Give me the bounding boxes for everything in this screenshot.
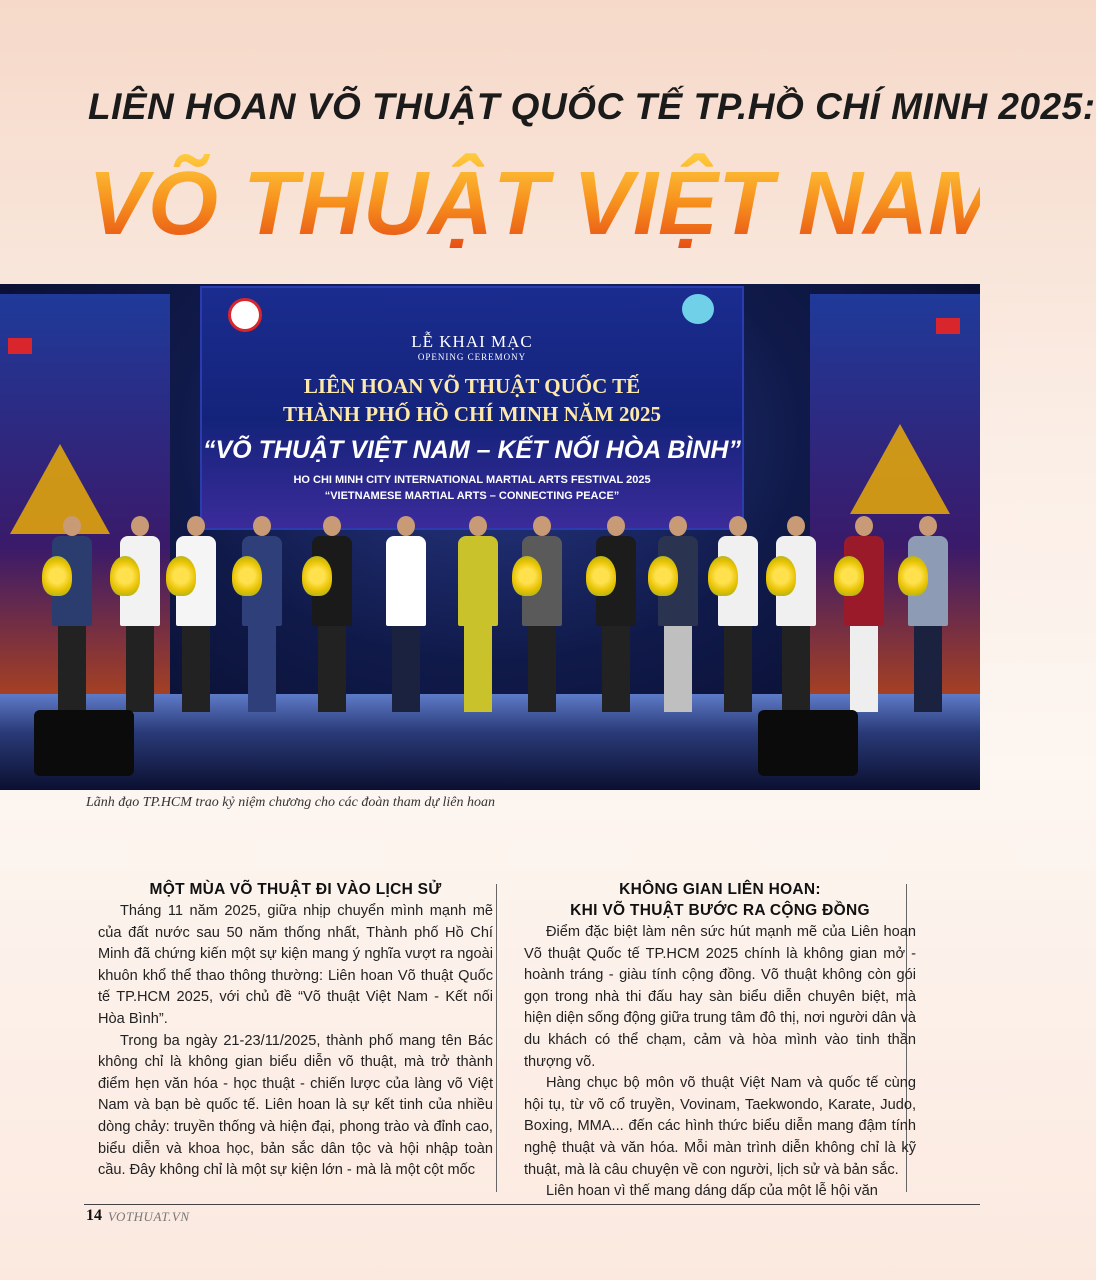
screen-english-slogan: “VIETNAMESE MARTIAL ARTS – CONNECTING PEACE” bbox=[324, 490, 620, 502]
photo-caption: Lãnh đạo TP.HCM trao kỷ niệm chương cho các đoàn tham dự liên hoan bbox=[86, 795, 496, 810]
screen-opening-text: OPENING CEREMONY bbox=[417, 352, 527, 362]
festival-logo-icon bbox=[682, 294, 714, 324]
star-graphic bbox=[850, 424, 950, 514]
delegate-figure bbox=[656, 516, 700, 724]
flag-icon bbox=[8, 338, 32, 354]
article-kicker: LIÊN HOAN VÕ THUẬT QUỐC TẾ TP.HỒ CHÍ MINH 2025: bbox=[88, 86, 1096, 127]
ceremony-photo bbox=[0, 284, 980, 790]
site-name: VOTHUAT.VN bbox=[108, 1209, 190, 1224]
delegate-figure bbox=[842, 516, 886, 724]
delegate-figure bbox=[520, 516, 564, 724]
screen-slogan: “VÕ THUẬT VIỆT NAM – KẾT NỐI HÒA BÌNH” bbox=[203, 436, 741, 464]
stage-speaker bbox=[758, 710, 858, 776]
footer-rule bbox=[84, 1204, 980, 1205]
paragraph: Trong ba ngày 21-23/11/2025, thành phố mang tên Bác không chỉ là không gian biểu diễn võ thuật, mà trở thành điểm hẹn văn hóa - học thuật - chiến lược của làng võ Việt Nam và bạn bè quốc tế. Liên hoan là sự kết tinh của nhiều dòng chảy: truyền thống và hiện đại, phong trào và đỉnh cao, biểu diễn và khoa học, bản sắc dân tộc và hội nhập toàn cầu. Đây không chỉ là một sự kiện lớn - mà là một cột mốc bbox=[98, 1032, 493, 1179]
right-led-screen bbox=[810, 294, 980, 714]
section-heading: KHI VÕ THUẬT BƯỚC RA CỘNG ĐỒNG bbox=[570, 902, 870, 919]
article-title: VÕ THUẬT VIỆT NAM – bbox=[88, 150, 980, 262]
screen-english-title: HO CHI MINH CITY INTERNATIONAL MARTIAL ARTS FESTIVAL 2025 bbox=[293, 474, 651, 486]
paragraph: Điểm đặc biệt làm nên sức hút mạnh mẽ của Liên hoan Võ thuật Quốc tế TP.HCM 2025 chính là không gian mở - hoành tráng - giàu tính cộng đồng. Võ thuật không còn gói gọn trong nhà thi đấu hay sàn biểu diễn chuyên biệt, mà hiện diện sống động giữa trung tâm đô thị, nơi người dân và du khách có thể chạm, cảm và hòa mình vào tinh thần thượng võ. bbox=[524, 924, 916, 1070]
official-figure bbox=[384, 516, 428, 724]
screen-ceremony-text: LỄ KHAI MẠC bbox=[411, 332, 533, 351]
paragraph: Hàng chục bộ môn võ thuật Việt Nam và quốc tế cùng hội tụ, từ võ cổ truyền, Vovinam, Taekwondo, Karate, Judo, Boxing, MMA... đến các hình thức biểu diễn mang đậm tính nghệ thuật và văn hóa. Mỗi màn trình diễn không chỉ là kỹ thuật, mà là câu chuyện về con người, lịch sử và bản sắc. bbox=[524, 1075, 916, 1178]
section-heading: KHÔNG GIAN LIÊN HOAN: bbox=[619, 881, 821, 898]
delegate-figure bbox=[310, 516, 354, 724]
delegate-figure bbox=[594, 516, 638, 724]
screen-title-line-1: LIÊN HOAN VÕ THUẬT QUỐC TẾ bbox=[303, 374, 641, 398]
column-divider bbox=[496, 884, 497, 1192]
stage-speaker bbox=[34, 710, 134, 776]
paragraph: Liên hoan vì thế mang dáng dấp của một lễ hội văn bbox=[546, 1183, 878, 1200]
city-logo-icon bbox=[228, 298, 262, 332]
delegate-figure bbox=[716, 516, 760, 724]
delegate-figure bbox=[240, 516, 284, 724]
flag-icon bbox=[936, 318, 960, 334]
delegate-figure bbox=[774, 516, 818, 724]
page-number: 14 bbox=[86, 1207, 102, 1224]
section-heading: MỘT MÙA VÕ THUẬT ĐI VÀO LỊCH SỬ bbox=[149, 881, 442, 898]
paragraph: Tháng 11 năm 2025, giữa nhịp chuyển mình mạnh mẽ của đất nước sau 50 năm thống nhất, Thành phố Hồ Chí Minh đã chứng kiến một sự kiện mang ý nghĩa vượt ra ngoài khuôn khổ thể thao thông thường: Liên hoan Võ thuật Quốc tế TP.HCM 2025, với chủ đề “Võ thuật Việt Nam - Kết nối Hòa Bình”. bbox=[98, 903, 493, 1027]
article-column-left bbox=[98, 880, 493, 1192]
screen-title-line-2: THÀNH PHỐ HỒ CHÍ MINH NĂM 2025 bbox=[283, 402, 661, 426]
article-column-right bbox=[524, 880, 916, 1200]
delegate-figure bbox=[906, 516, 950, 724]
delegate-figure bbox=[174, 516, 218, 724]
delegate-figure bbox=[118, 516, 162, 724]
main-led-screen bbox=[200, 286, 744, 530]
delegate-figure bbox=[50, 516, 94, 724]
official-figure bbox=[456, 516, 500, 724]
